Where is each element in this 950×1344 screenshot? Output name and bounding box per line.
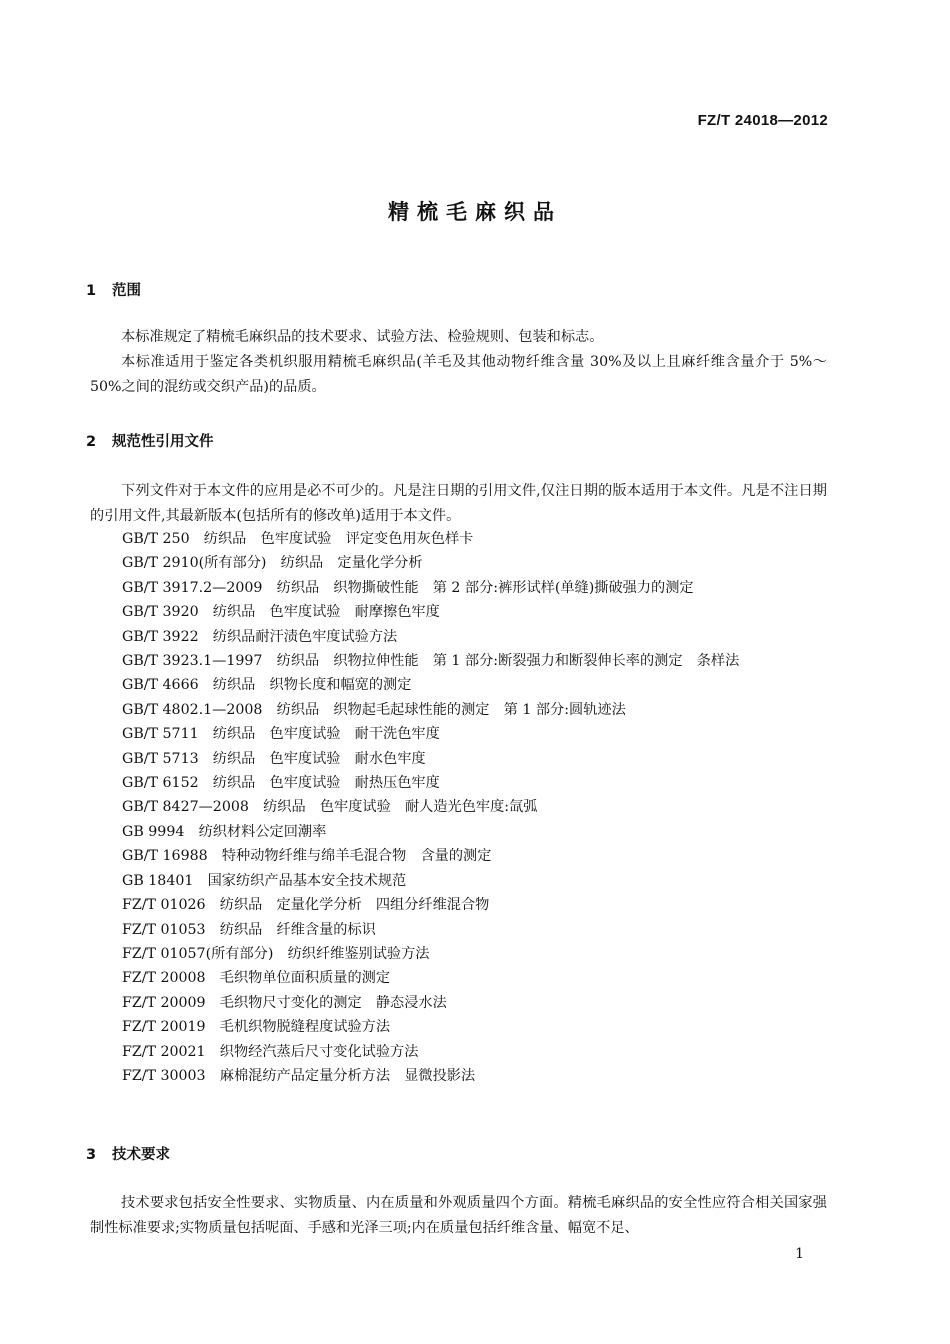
reference-item: FZ/T 20019 毛机织物脱缝程度试验方法 bbox=[122, 1019, 391, 1036]
reference-item: GB/T 16988 特种动物纤维与绵羊毛混合物 含量的测定 bbox=[122, 848, 492, 865]
reference-item: GB/T 4666 纺织品 织物长度和幅宽的测定 bbox=[122, 677, 412, 694]
paragraph: 下列文件对于本文件的应用是必不可少的。凡是注日期的引用文件,仅注日期的版本适用于本文件。凡是不注日期的引用文件,其最新版本(包括所有的修改单)适用于本文件。 bbox=[90, 483, 827, 524]
reference-item: GB/T 5711 纺织品 色牢度试验 耐干洗色牢度 bbox=[122, 726, 440, 743]
section-number: 1 bbox=[86, 283, 97, 299]
reference-item: FZ/T 20008 毛织物单位面积质量的测定 bbox=[122, 970, 391, 987]
reference-item: GB 18401 国家纺织产品基本安全技术规范 bbox=[122, 872, 407, 889]
section-heading-technical-requirements bbox=[86, 1143, 170, 1164]
reference-item: FZ/T 01026 纺织品 定量化学分析 四组分纤维混合物 bbox=[122, 897, 490, 914]
reference-item: GB/T 250 纺织品 色牢度试验 评定变色用灰色样卡 bbox=[122, 531, 474, 547]
reference-list bbox=[122, 527, 828, 1088]
paragraph: 本标准规定了精梳毛麻织品的技术要求、试验方法、检验规则、包装和标志。 bbox=[121, 329, 604, 345]
reference-item: GB/T 3920 纺织品 色牢度试验 耐摩擦色牢度 bbox=[122, 604, 440, 621]
section-title: 规范性引用文件 bbox=[112, 434, 214, 450]
reference-item: FZ/T 20009 毛织物尺寸变化的测定 静态浸水法 bbox=[122, 994, 447, 1011]
reference-item: GB/T 6152 纺织品 色牢度试验 耐热压色牢度 bbox=[122, 775, 440, 792]
reference-item: GB/T 2910(所有部分) 纺织品 定量化学分析 bbox=[122, 555, 423, 572]
section-heading-scope bbox=[86, 279, 141, 300]
reference-text: GB/T 3923.1—1997 纺织品 织物拉伸性能 第 1 部分:断裂强力和断裂伸长率的测定 条样法 bbox=[122, 653, 740, 670]
section-title: 技术要求 bbox=[112, 1147, 170, 1163]
reference-item bbox=[122, 649, 828, 673]
reference-item: GB 9994 纺织材料公定回潮率 bbox=[122, 823, 327, 840]
reference-item: GB/T 3917.2—2009 纺织品 织物撕破性能 第 2 部分:裤形试样(单缝)撕破强力的测定 bbox=[122, 579, 694, 596]
section-title: 范围 bbox=[112, 283, 141, 299]
reference-item: FZ/T 20021 织物经汽蒸后尺寸变化试验方法 bbox=[122, 1043, 419, 1060]
reference-item: FZ/T 01057(所有部分) 纺织纤维鉴别试验方法 bbox=[122, 945, 430, 962]
document-title: 精梳毛麻织品 bbox=[388, 200, 562, 224]
paragraph: 技术要求包括安全性要求、实物质量、内在质量和外观质量四个方面。精梳毛麻织品的安全性应符合相关国家强制性标准要求;实物质量包括呢面、手感和光泽三项;内在质量包括纤维含量、幅宽不足、 bbox=[90, 1195, 827, 1236]
paragraph: 本标准适用于鉴定各类机织服用精梳毛麻织品(羊毛及其他动物纤维含量 30%及以上且麻纤维含量介于 5%～50%之间的混纺或交织产品)的品质。 bbox=[90, 354, 827, 395]
section-number: 3 bbox=[86, 1147, 97, 1163]
reference-item: FZ/T 01053 纺织品 纤维含量的标识 bbox=[122, 921, 376, 938]
reference-item: GB/T 4802.1—2008 纺织品 织物起毛起球性能的测定 第 1 部分:圆轨迹法 bbox=[122, 701, 626, 718]
reference-item: FZ/T 30003 麻棉混纺产品定量分析方法 显微投影法 bbox=[122, 1067, 476, 1084]
reference-item: GB/T 5713 纺织品 色牢度试验 耐水色牢度 bbox=[122, 750, 426, 767]
page-number: 1 bbox=[795, 1246, 804, 1262]
standard-code: FZ/T 24018—2012 bbox=[697, 112, 828, 129]
section-number: 2 bbox=[86, 434, 97, 450]
reference-item: GB/T 8427—2008 纺织品 色牢度试验 耐人造光色牢度:氙弧 bbox=[122, 799, 538, 816]
section-heading-normative-references bbox=[86, 430, 214, 451]
reference-item: GB/T 3922 纺织品耐汗渍色牢度试验方法 bbox=[122, 628, 398, 645]
